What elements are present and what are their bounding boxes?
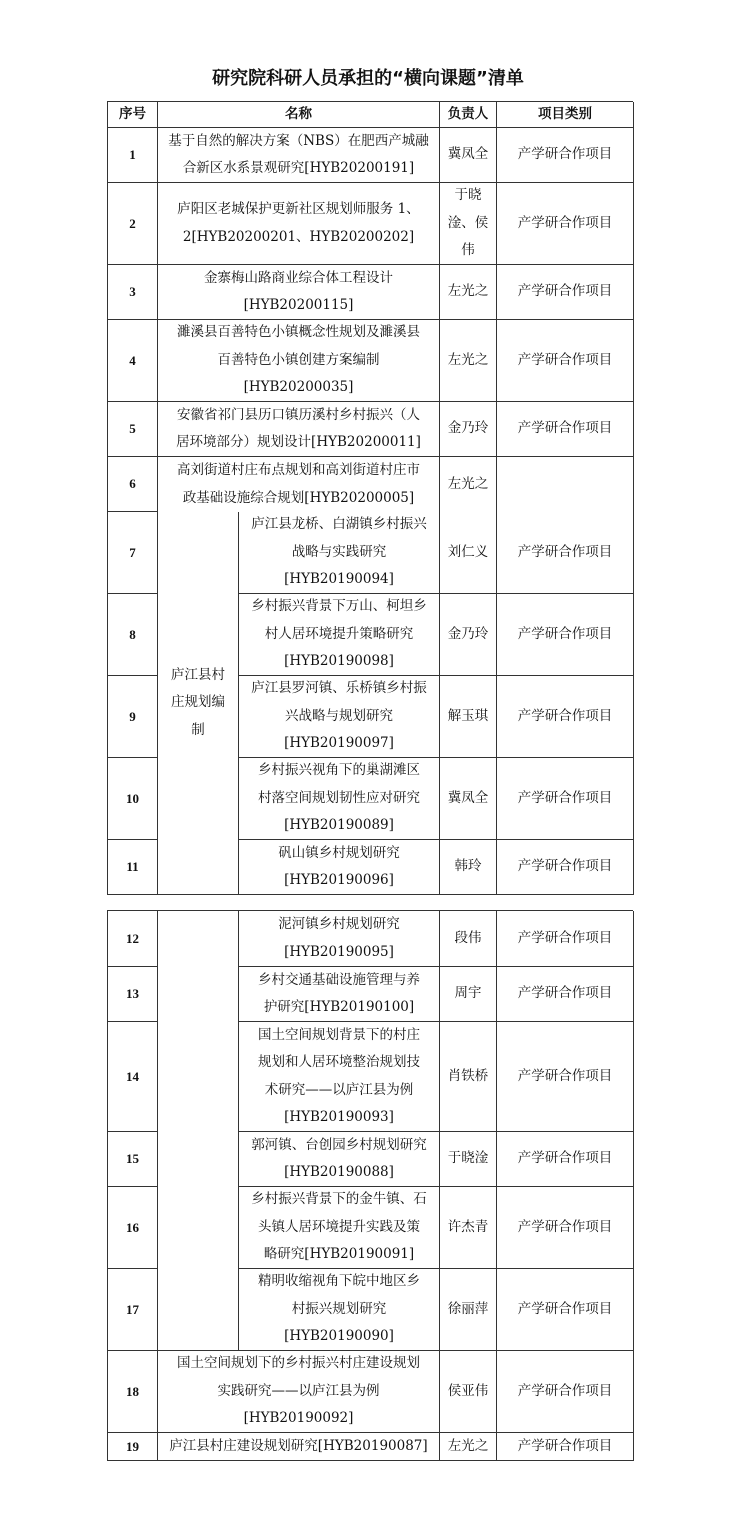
row-name: 泥河镇乡村规划研究 [HYB20190095] bbox=[239, 911, 440, 967]
row-name: 庐江县罗河镇、乐桥镇乡村振 兴战略与规划研究 [HYB20190097] bbox=[239, 676, 440, 758]
row-seq: 7 bbox=[108, 512, 158, 594]
header-name: 名称 bbox=[158, 102, 440, 128]
row-name: 国土空间规划下的乡村振兴村庄建设规划 实践研究——以庐江县为例 [HYB20190092] bbox=[158, 1351, 440, 1433]
row-category: 产学研合作项目 bbox=[497, 1351, 634, 1433]
row-category: 产学研合作项目 bbox=[497, 676, 634, 758]
row-name: 高刘街道村庄布点规划和高刘街道村庄市 政基础设施综合规划[HYB20200005] bbox=[158, 457, 440, 512]
row-person: 侯亚伟 bbox=[440, 1351, 497, 1433]
row-category: 产学研合作项目 bbox=[497, 1022, 634, 1132]
row-person: 左光之 bbox=[440, 265, 497, 320]
row-person: 左光之 bbox=[440, 320, 497, 402]
row-person: 徐丽萍 bbox=[440, 1269, 497, 1351]
row-category: 产学研合作项目 bbox=[497, 758, 634, 840]
row-person: 刘仁义 bbox=[440, 512, 497, 594]
header-category: 项目类别 bbox=[497, 102, 634, 128]
project-table-part-2 bbox=[107, 910, 633, 1461]
row-category: 产学研合作项目 bbox=[497, 840, 634, 895]
row-seq: 11 bbox=[108, 840, 158, 895]
row-seq: 1 bbox=[108, 128, 158, 183]
row-name: 乡村交通基础设施管理与养 护研究[HYB20190100] bbox=[239, 967, 440, 1022]
row-person: 周宇 bbox=[440, 967, 497, 1022]
group-label-continued bbox=[158, 911, 239, 1351]
row-seq: 16 bbox=[108, 1187, 158, 1269]
row-name: 郭河镇、台创园乡村规划研究 [HYB20190088] bbox=[239, 1132, 440, 1187]
group-label: 庐江县村 庄规划编 制 bbox=[158, 512, 239, 895]
row-seq: 10 bbox=[108, 758, 158, 840]
row-person: 于晓 淦、侯 伟 bbox=[440, 183, 497, 265]
row-name: 乡村振兴背景下万山、柯坦乡 村人居环境提升策略研究 [HYB20190098] bbox=[239, 594, 440, 676]
row-category: 产学研合作项目 bbox=[497, 265, 634, 320]
row-name: 濉溪县百善特色小镇概念性规划及濉溪县 百善特色小镇创建方案编制 [HYB20200035] bbox=[158, 320, 440, 402]
row-name: 金寨梅山路商业综合体工程设计 [HYB20200115] bbox=[158, 265, 440, 320]
row-category: 产学研合作项目 bbox=[497, 911, 634, 967]
row-seq: 15 bbox=[108, 1132, 158, 1187]
row-person: 许杰青 bbox=[440, 1187, 497, 1269]
row-category: 产学研合作项目 bbox=[497, 1433, 634, 1461]
row-name: 乡村振兴背景下的金牛镇、石 头镇人居环境提升实践及策 略研究[HYB20190091] bbox=[239, 1187, 440, 1269]
row-seq: 4 bbox=[108, 320, 158, 402]
row-seq: 8 bbox=[108, 594, 158, 676]
row-seq: 17 bbox=[108, 1269, 158, 1351]
row-name: 庐江县龙桥、白湖镇乡村振兴 战略与实践研究 [HYB20190094] bbox=[239, 512, 440, 594]
row-person: 金乃玲 bbox=[440, 402, 497, 457]
row-name: 精明收缩视角下皖中地区乡 村振兴规划研究 [HYB20190090] bbox=[239, 1269, 440, 1351]
row-category: 产学研合作项目 bbox=[497, 1187, 634, 1269]
row-seq: 5 bbox=[108, 402, 158, 457]
row-category: 产学研合作项目 bbox=[497, 1132, 634, 1187]
row-category: 产学研合作项目 bbox=[497, 320, 634, 402]
row-seq: 19 bbox=[108, 1433, 158, 1461]
row-person: 于晓淦 bbox=[440, 1132, 497, 1187]
row-seq: 12 bbox=[108, 911, 158, 967]
row-name: 国土空间规划背景下的村庄 规划和人居环境整治规划技 术研究——以庐江县为例 [HYB20190093] bbox=[239, 1022, 440, 1132]
row-seq: 13 bbox=[108, 967, 158, 1022]
row-category: 产学研合作项目 bbox=[497, 128, 634, 183]
row-person: 金乃玲 bbox=[440, 594, 497, 676]
row-category: 产学研合作项目 bbox=[497, 402, 634, 457]
row-person: 左光之 bbox=[440, 1433, 497, 1461]
page-title: 研究院科研人员承担的“横向课题”清单 bbox=[212, 68, 524, 89]
row-name: 庐阳区老城保护更新社区规划师服务 1、 2[HYB20200201、HYB20200202] bbox=[158, 183, 440, 265]
row-person: 肖铁桥 bbox=[440, 1022, 497, 1132]
row-category: 产学研合作项目 bbox=[497, 512, 634, 594]
row-seq: 2 bbox=[108, 183, 158, 265]
row-category: 产学研合作项目 bbox=[497, 967, 634, 1022]
row-seq: 14 bbox=[108, 1022, 158, 1132]
row-category bbox=[497, 457, 634, 512]
row-category: 产学研合作项目 bbox=[497, 1269, 634, 1351]
header-person: 负责人 bbox=[440, 102, 497, 128]
row-category: 产学研合作项目 bbox=[497, 183, 634, 265]
row-person: 冀凤全 bbox=[440, 128, 497, 183]
row-name: 矾山镇乡村规划研究 [HYB20190096] bbox=[239, 840, 440, 895]
row-person: 解玉琪 bbox=[440, 676, 497, 758]
row-seq: 9 bbox=[108, 676, 158, 758]
project-table-part-1 bbox=[107, 101, 633, 895]
row-name: 庐江县村庄建设规划研究[HYB20190087] bbox=[158, 1433, 440, 1461]
row-category: 产学研合作项目 bbox=[497, 594, 634, 676]
row-name: 基于自然的解决方案（NBS）在肥西产城融 合新区水系景观研究[HYB20200191] bbox=[158, 128, 440, 183]
row-person: 冀凤全 bbox=[440, 758, 497, 840]
header-seq: 序号 bbox=[108, 102, 158, 128]
row-seq: 6 bbox=[108, 457, 158, 512]
row-name: 安徽省祁门县历口镇历溪村乡村振兴（人 居环境部分）规划设计[HYB20200011] bbox=[158, 402, 440, 457]
row-person: 韩玲 bbox=[440, 840, 497, 895]
row-seq: 3 bbox=[108, 265, 158, 320]
row-name: 乡村振兴视角下的巢湖滩区 村落空间规划韧性应对研究 [HYB20190089] bbox=[239, 758, 440, 840]
row-seq: 18 bbox=[108, 1351, 158, 1433]
row-person: 段伟 bbox=[440, 911, 497, 967]
row-person: 左光之 bbox=[440, 457, 497, 512]
